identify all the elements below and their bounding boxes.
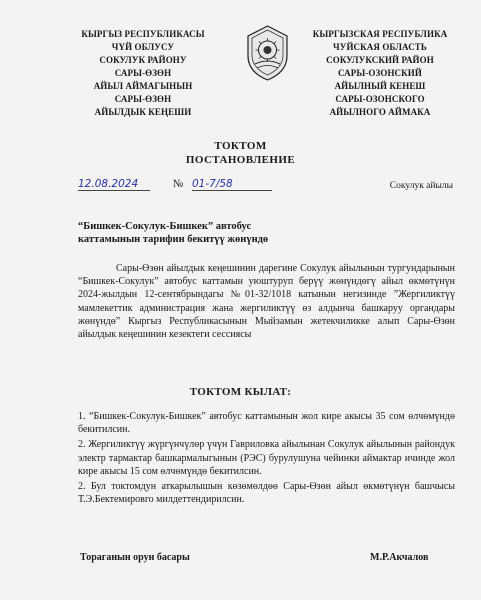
decree-item: 2. Бул токтомдун аткарылышын көзөмөлдөө Сары-Өзөн айыл өкмөтүнүн башчысы Т.Э.Бектемировго милдеттендирилсин.: [78, 481, 455, 506]
header-left-line: АЙЫЛДЫК КЕҢЕШИ: [94, 107, 192, 117]
signature-name: М.Р.Акчалов: [370, 552, 429, 563]
header-left-line: АЙЫЛ АЙМАГЫНЫН: [93, 81, 193, 91]
header-right-line: АЙЫЛНЫЙ КЕНЕШ: [334, 81, 426, 91]
header-left-line: КЫРГЫЗ РЕСПУБЛИКАСЫ: [81, 29, 205, 39]
header-kyrgyz: [78, 28, 208, 119]
handwritten-number: 01-7/58: [192, 178, 272, 191]
decree-heading: ТОКТОМ КЫЛАТ:: [189, 386, 292, 398]
header-left-line: СОКУЛУК РАЙОНУ: [99, 55, 187, 65]
header-right-line: СОКУЛУКСКИЙ РАЙОН: [326, 55, 434, 65]
decree-items: [78, 410, 455, 508]
document-title-ru: ПОСТАНОВЛЕНИЕ: [185, 154, 296, 166]
decree-item: 2. Жергиликтүү жүргүнчүлөр үчүн Гавриловка айылынан Сокулук айылынын райондук электр тармактар башкармалыгынын (РЭС) бурулушуна чейинки аймактар ичинде жол кире акысы 15 сом өлчөмүндө бекитилсин.: [78, 439, 455, 477]
date-number-line: [78, 178, 272, 191]
header-left-line: САРЫ-ӨЗӨН: [114, 94, 172, 104]
number-label: №: [172, 178, 184, 190]
preamble-paragraph: Сары-Өзөн айылдык кеңешинин дарегине Сокулук айылынын тургундарынын “Бишкек-Сокулук” автобус каттамын уюштуруп берүү жөнүндөгү айыл өкмөтүнүн 2024-жылдын 12-сентябрындагы №01-32/1018 катынын негизинде ”Жергиликтүү мамлекеттик администрация жана жергиликтүү өз алдынча башкаруу органдары жөнүндө” Кыргыз Республикасынын Мыйзамын жетекчиликке алып Сары-Өзөн айылдык кеңешинин кезектеги сессиясы: [78, 263, 455, 341]
header-right-line: САРЫ-ОЗОНСКОГО: [335, 94, 425, 104]
subject-heading: [78, 220, 378, 246]
document-title: ТОКТОМ: [214, 140, 267, 152]
header-russian: [300, 28, 460, 119]
subject-line: “Бишкек-Сокулук-Бишкек” автобус: [78, 221, 252, 232]
header-right-line: КЫРГЫЗСКАЯ РЕСПУБЛИКА: [312, 29, 448, 39]
state-emblem-icon: [245, 24, 290, 82]
signature-role: Тораганын орун басары: [80, 552, 190, 563]
place-label: Сокулук айылы: [389, 181, 453, 191]
subject-line: каттамынын тарифин бекитүү жөнүндө: [78, 234, 269, 245]
header-right-line: ЧУЙСКАЯ ОБЛАСТЬ: [333, 42, 427, 52]
header-right-line: САРЫ-ОЗОНСКИЙ: [338, 68, 422, 78]
header-left-line: САРЫ-ӨЗӨН: [114, 68, 172, 78]
decree-item: 1. “Бишкек-Сокулук-Бишкек” автобус каттамынын жол кире акысы 35 сом өлчөмүндө бекитилсин.: [78, 411, 455, 436]
header-left-line: ЧҮЙ ОБЛУСУ: [111, 42, 175, 52]
header-right-line: АЙЫЛНОГО АЙМАКА: [329, 107, 431, 117]
handwritten-date: 12.08.2024: [78, 178, 150, 191]
